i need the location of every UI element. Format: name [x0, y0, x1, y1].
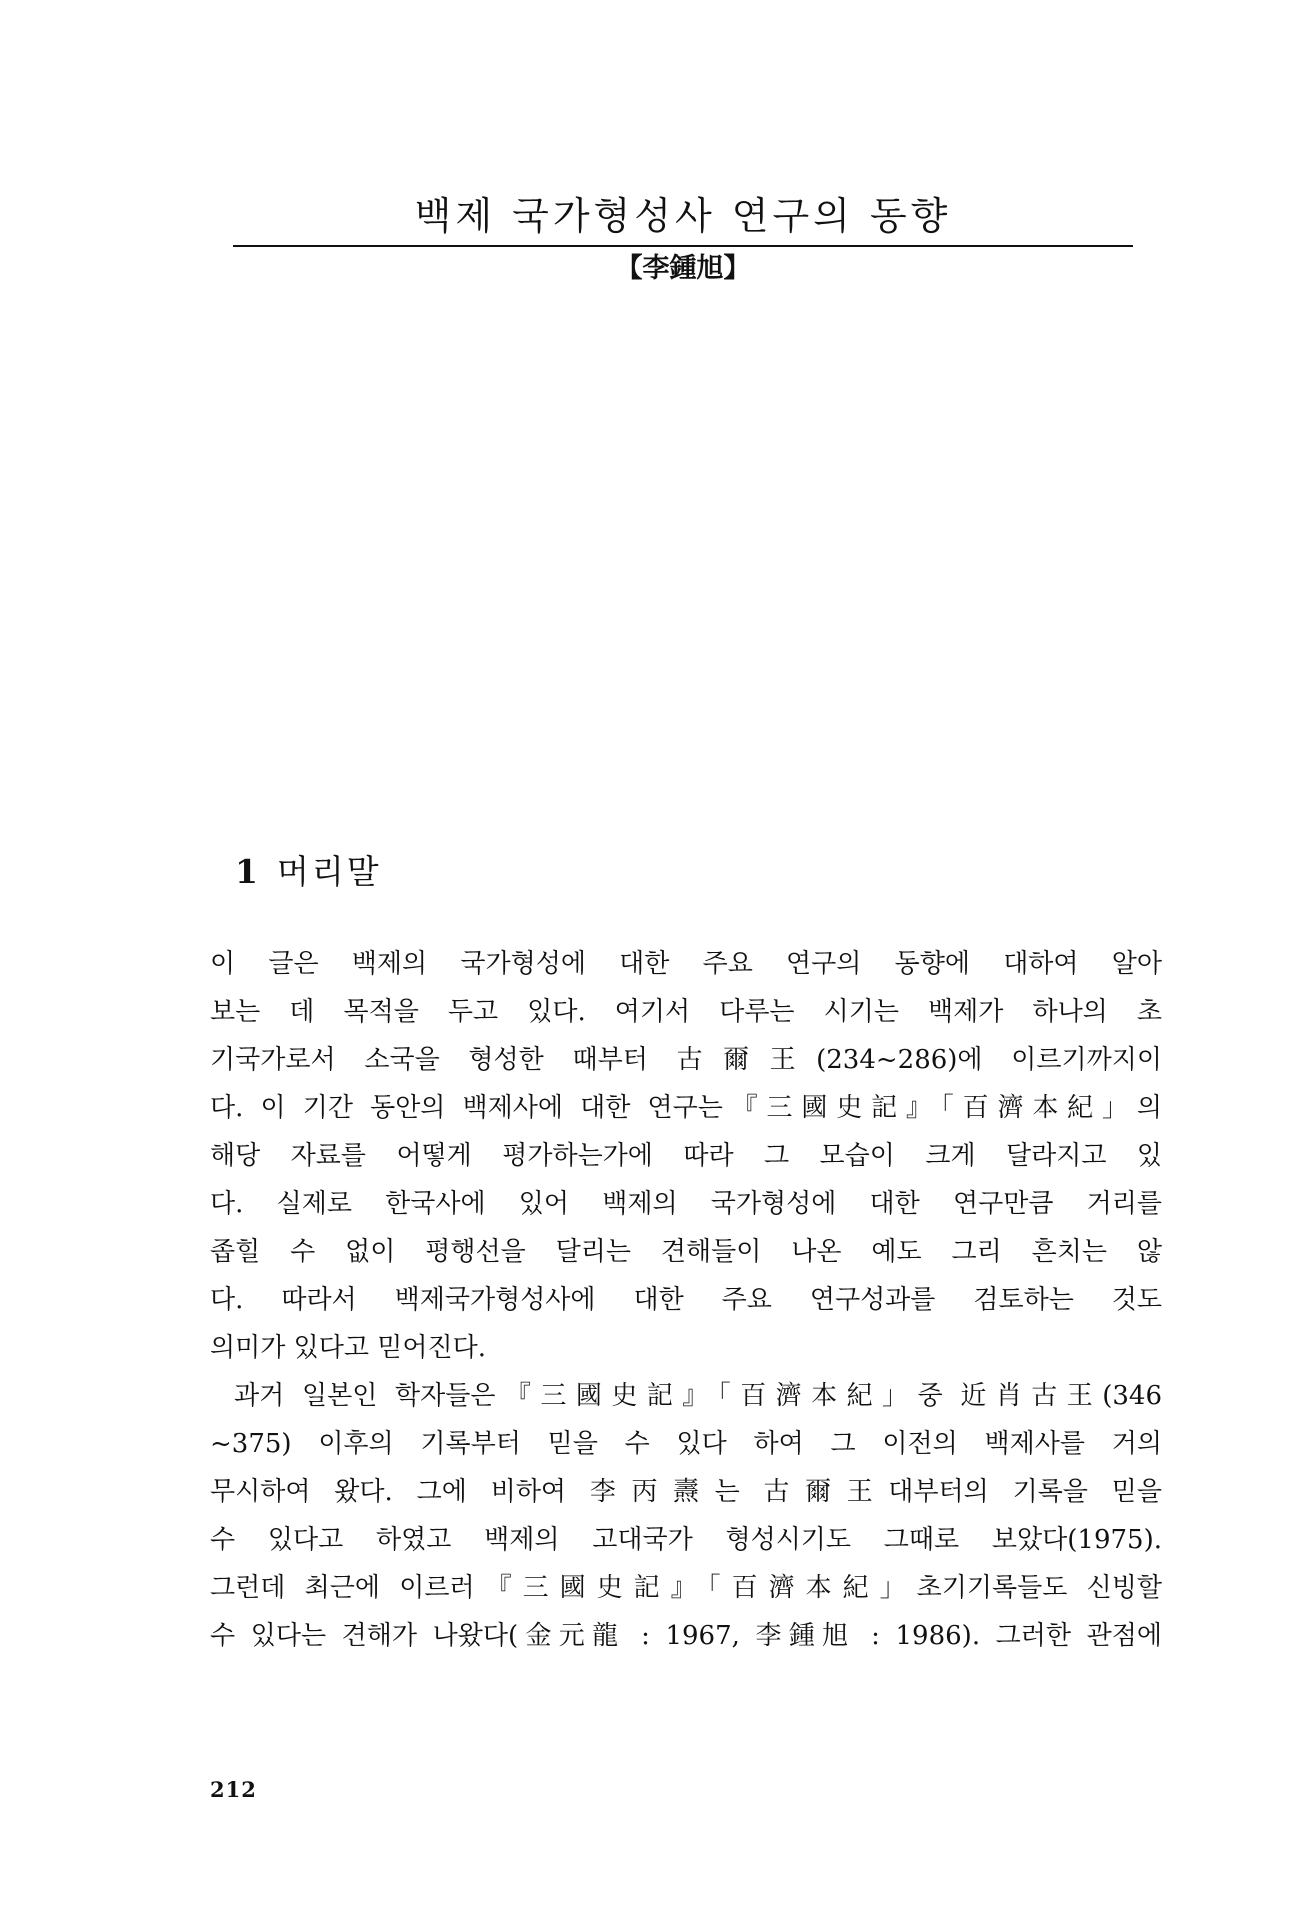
text-line: 수 있다는 견해가 나왔다(金元龍 : 1967, 李鍾旭 : 1986). 그러한 관점에 — [210, 1621, 1162, 1651]
text-line: 해당 자료를 어떻게 평가하는가에 따라 그 모습이 크게 달라지고 있 — [210, 1141, 1162, 1171]
text-line: 보는 데 목적을 두고 있다. 여기서 다루는 시기는 백제가 하나의 초 — [210, 997, 1162, 1027]
text-line: 이 글은 백제의 국가형성에 대한 주요 연구의 동향에 대하여 알아 — [210, 949, 1162, 979]
text-line: 다. 따라서 백제국가형성사에 대한 주요 연구성과를 검토하는 것도 — [210, 1285, 1162, 1315]
text-line: 무시하여 왔다. 그에 비하여 李丙燾는 古爾王대부터의 기록을 믿을 — [210, 1477, 1162, 1507]
text-line: 기국가로서 소국을 형성한 때부터 古爾王(234~286)에 이르기까지이 — [210, 1045, 1162, 1075]
text-line: 다. 실제로 한국사에 있어 백제의 국가형성에 대한 연구만큼 거리를 — [210, 1189, 1162, 1219]
text-line: 수 있다고 하였고 백제의 고대국가 형성시기도 그때로 보았다(1975). — [210, 1525, 1162, 1555]
article-title: 백제 국가형성사 연구의 동향 — [414, 194, 952, 238]
author-name: 【李鍾旭】 — [615, 253, 751, 284]
section-heading — [235, 850, 382, 894]
text-line: ~375) 이후의 기록부터 믿을 수 있다 하여 그 이전의 백제사를 거의 — [210, 1429, 1162, 1459]
text-line: 그런데 최근에 이르러『三國史記』「百濟本紀」초기기록들도 신빙할 — [210, 1573, 1162, 1603]
text-line: 좁힐 수 없이 평행선을 달리는 견해들이 나온 예도 그리 흔치는 않 — [210, 1237, 1162, 1267]
text-line: 과거 일본인 학자들은『三國史記』「百濟本紀」중 近肖古王(346 — [234, 1381, 1162, 1411]
body-text — [210, 940, 1162, 1660]
section-number: 1 — [235, 852, 261, 891]
text-line: 다. 이 기간 동안의 백제사에 대한 연구는『三國史記』「百濟本紀」의 — [210, 1093, 1162, 1123]
section-title: 머리말 — [276, 852, 382, 891]
text-line: 의미가 있다고 믿어진다. — [210, 1333, 486, 1363]
page-number: 212 — [210, 1777, 257, 1802]
title-underline — [233, 245, 1133, 247]
